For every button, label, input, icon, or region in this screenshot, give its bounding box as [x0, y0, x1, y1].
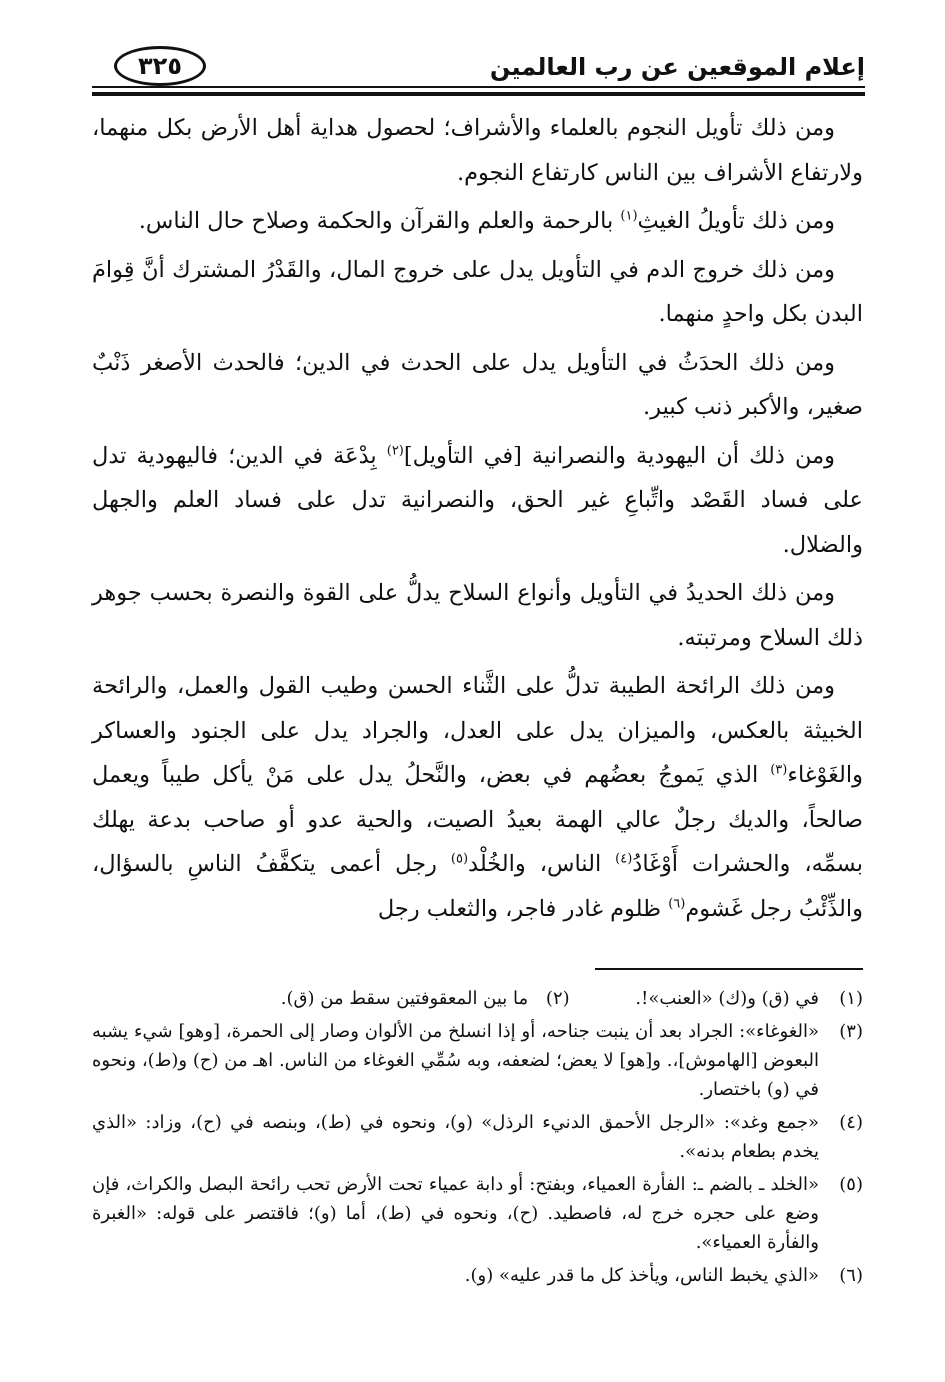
footnote-ref-4: (٤): [615, 851, 633, 867]
footnote-number: (٢): [545, 988, 570, 1009]
footnote-separator: [595, 968, 863, 970]
footnote-number: (٤): [839, 1112, 863, 1133]
paragraph-text: ومن ذلك تأويل النجوم بالعلماء والأشراف؛ لحصول هداية أهل الأرض بكل منهما، ولارتفاع الأشراف بين الناس كارتفاع النجوم.: [92, 115, 863, 186]
footnote-text: ما بين المعقوفتين سقط من (ق).: [280, 988, 529, 1009]
paragraph-text: ومن ذلك تأويلُ الغيثِ: [637, 208, 835, 234]
footnote-ref-3: (٣): [770, 762, 788, 778]
paragraph-2: [92, 199, 863, 244]
paragraph-text: بِدْعَة في الدين؛ فاليهودية تدل على فساد القَصْد واتِّباعِ غير الحق، والنصرانية تدل على فساد العلم والجهل والضلال.: [92, 442, 863, 558]
paragraph-1: [92, 106, 863, 195]
footnote-4: [92, 1108, 863, 1166]
footnote-1-2: [92, 984, 863, 1013]
paragraph-5: [92, 434, 863, 568]
footnote-text: في (ق) و(ك) «العنب»!.: [635, 988, 819, 1009]
footnote-ref-1: (١): [620, 208, 638, 224]
footnote-number: (١): [839, 988, 863, 1009]
footnote-text: «الخلد ـ بالضم ـ: الفأرة العمياء، وبفتح: أو دابة عمياء تحت الأرض تحب رائحة البصل والكراث، فإن وضع على حجره خرج له، فاصطيد. (ح)، ونحوه في (ط)، أما (و)؛ فاقتصر على قوله: «الغبرة والفأرة العمياء».: [92, 1174, 819, 1253]
footnote-5: [92, 1170, 863, 1257]
paragraph-text: بالرحمة والعلم والقرآن والحكمة وصلاح حال الناس.: [138, 208, 614, 234]
page-number-badge: [114, 46, 206, 86]
running-title: إعلام الموقعين عن رب العالمين: [489, 53, 865, 81]
footnote-number: (٣): [839, 1021, 863, 1042]
paragraph-7: [92, 664, 863, 931]
footnote-text: «الغوغاء»: الجراد بعد أن ينبت جناحه، أو إذا انسلخ من الألوان وصار إلى الحمرة، [وهو] شيء يشبه البعوض [الهاموش]،. و[هو] لا يعض؛ لضعفه، وبه سُمِّي الغوغاء من الناس. اهـ من (ح) و(ط)، ونحوه في (و) باختصار.: [92, 1021, 819, 1100]
main-text: [92, 106, 863, 935]
footnote-number: (٦): [839, 1265, 863, 1286]
header-rule-thin: [92, 86, 865, 88]
footnote-text: «الذي يخبط الناس، ويأخذ كل ما قدر عليه» (و).: [464, 1265, 819, 1286]
paragraph-text: ظلوم غادر فاجر، والثعلب رجل: [377, 895, 662, 922]
footnote-ref-5: (٥): [450, 851, 469, 867]
footnote-number: (٥): [839, 1174, 863, 1195]
footnote-3: [92, 1017, 863, 1104]
paragraph-text: الذي يَموجُ بعضُهم في بعض، والنَّحلُ يدل على مَنْ يأكل طيباً ويعمل صالحاً، والديك رجلٌ عالي الهمة بعيدُ الصيت، والحية عدو أو صاحب بدعة يهلك بسمِّه، والحشرات أَوْغَادُ: [92, 762, 864, 877]
paragraph-text: ومن ذلك أن اليهودية والنصرانية [في التأويل]: [403, 442, 836, 469]
footnote-ref-2: (٢): [386, 443, 404, 458]
paragraph-text: ومن ذلك الحديدُ في التأويل وأنواع السلاح يدلُّ على القوة والنصرة بحسب جوهر ذلك السلاح ومرتبته.: [92, 580, 863, 651]
footnotes: [92, 984, 863, 1294]
paragraph-6: [92, 571, 863, 660]
paragraph-text: ومن ذلك الحدَثُ في التأويل يدل على الحدث في الدين؛ فالحدث الأصغر ذَنْبٌ صغير، والأكبر ذنب كبير.: [92, 349, 863, 420]
paragraph-text: رجل أعمى يتكفَّفُ الناسِ بالسؤال، والذِّئْبُ رجل غَشوم: [92, 851, 863, 922]
paragraph-text: الناس، والخُلْد: [468, 851, 602, 877]
paragraph-text: ومن ذلك الرائحة الطيبة تدلُّ على الثَّناء الحسن وطيب القول والعمل، والرائحة الخبيثة بالعكس، والميزان يدل على العدل، والجراد يدل على الجنود والعساكر والغَوْغاء: [92, 673, 864, 788]
paragraph-text: ومن ذلك خروج الدم في التأويل يدل على خروج المال، والقَدْرُ المشترك أنَّ قِوامَ البدن بكل واحدٍ منهما.: [92, 256, 863, 327]
footnote-6: [92, 1261, 863, 1290]
footnote-text: «جمع وغد»: «الرجل الأحمق الدنيء الرذل» (و)، ونحوه في (ط)، وبنصه في (ح)، وزاد: «الذي يخدم بطعام بدنه».: [92, 1112, 819, 1162]
paragraph-3: [92, 248, 863, 337]
paragraph-4: [92, 341, 863, 430]
header-rule-thick: [92, 92, 865, 96]
page-header: [92, 40, 865, 100]
page-number: ٣٢٥: [138, 52, 182, 80]
footnote-ref-6: (٦): [668, 896, 686, 911]
